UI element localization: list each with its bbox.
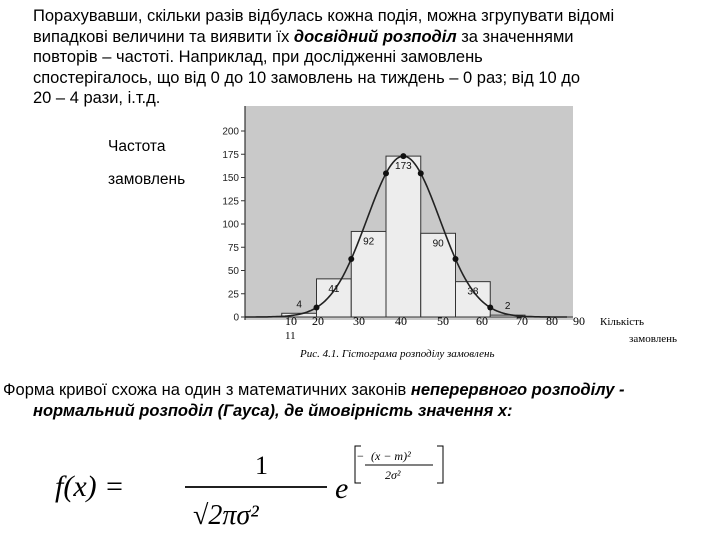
intro-line-5: 20 – 4 рази, і.т.д. bbox=[33, 89, 161, 107]
y-tick-label: 150 bbox=[222, 173, 239, 184]
x-tick-label: 90 bbox=[573, 314, 585, 328]
x-tick-label: 20 bbox=[312, 314, 324, 328]
curve-point bbox=[418, 170, 424, 176]
intro-line-2-a: випадкові величини та виявити їх bbox=[33, 27, 294, 46]
para2-highlight-a: неперервного розподілу bbox=[410, 381, 615, 399]
formula-exp-denominator: 2σ² bbox=[385, 468, 401, 482]
y-tick-label: 175 bbox=[222, 149, 239, 161]
x-tick-label: 10 bbox=[285, 314, 297, 328]
x-tick-label: 30 bbox=[353, 314, 365, 328]
data-label: 38 bbox=[467, 286, 479, 298]
intro-paragraph bbox=[33, 6, 713, 109]
y-tick-label: 25 bbox=[227, 289, 239, 301]
intro-line-2-b: за значеннями bbox=[456, 27, 574, 46]
histogram-svg bbox=[205, 98, 575, 328]
x-axis-label-line-2: замовлень bbox=[629, 333, 678, 345]
data-label: 92 bbox=[363, 236, 375, 248]
figure-caption: Рис. 4.1. Гістограма розподілу замовлень bbox=[300, 348, 495, 360]
x-tick-label: 80 bbox=[546, 314, 558, 328]
data-label: 4 bbox=[296, 299, 302, 311]
intro-line-4: спостерігалось, що від 0 до 10 замовлень на тиждень – 0 раз; від 10 до bbox=[33, 68, 581, 87]
formula-exp-base: e bbox=[335, 472, 349, 505]
curve-point bbox=[487, 305, 493, 311]
y-tick-label: 0 bbox=[233, 312, 239, 324]
y-tick-label: 50 bbox=[227, 266, 239, 277]
intro-line-2 bbox=[33, 27, 713, 48]
y-tick-label: 125 bbox=[222, 196, 239, 208]
curve-point bbox=[383, 170, 389, 176]
formula-exp-numerator: (x − m)² bbox=[371, 449, 411, 463]
curve-point bbox=[400, 153, 406, 159]
curve-point bbox=[314, 305, 320, 311]
formula-minus-sign: − bbox=[357, 449, 364, 463]
curve-point bbox=[348, 256, 354, 262]
x-tick-label: 40 bbox=[395, 314, 407, 328]
para2-highlight-b: - нормальний розподіл (Гауса), де ймовірність значення x: bbox=[33, 381, 625, 420]
para2-text-a: Форма кривої схожа на один з математичних законів bbox=[3, 381, 411, 399]
data-label: 173 bbox=[395, 161, 412, 173]
formula-right-bracket bbox=[437, 446, 443, 483]
intro-line-3: повторів – частоті. Наприклад, при дослідженні замовлень bbox=[33, 48, 483, 66]
x-tick-label: 60 bbox=[476, 314, 488, 328]
x-tick-label: 50 bbox=[437, 314, 449, 328]
histogram-bar bbox=[386, 156, 421, 317]
y-tick-label: 75 bbox=[227, 242, 239, 254]
formula-denominator: √2πσ² bbox=[193, 500, 259, 531]
data-label: 90 bbox=[432, 238, 444, 250]
y-tick-label: 100 bbox=[222, 219, 239, 231]
y-label-line-2: замовлень bbox=[108, 171, 186, 188]
distribution-paragraph bbox=[3, 380, 703, 422]
gauss-formula bbox=[55, 438, 485, 533]
data-label: 41 bbox=[328, 283, 340, 295]
intro-line-1: Порахувавши, скільки разів відбулась кожна подія, можна згрупувати відомі bbox=[33, 7, 615, 25]
x-axis-label-line-1: Кількість bbox=[600, 316, 645, 328]
x-tick-label: 70 bbox=[516, 314, 528, 328]
formula-lhs: f(x) = bbox=[55, 470, 125, 503]
histogram-chart bbox=[205, 98, 575, 328]
y-label-line-1: Частота bbox=[108, 138, 166, 155]
curve-point bbox=[453, 256, 459, 262]
y-tick-label: 200 bbox=[222, 126, 239, 138]
data-label: 2 bbox=[504, 301, 511, 313]
formula-numerator: 1 bbox=[255, 451, 268, 480]
x-extra-tick: 11 bbox=[285, 330, 296, 342]
intro-highlight-term: досвідний розподіл bbox=[293, 27, 457, 46]
